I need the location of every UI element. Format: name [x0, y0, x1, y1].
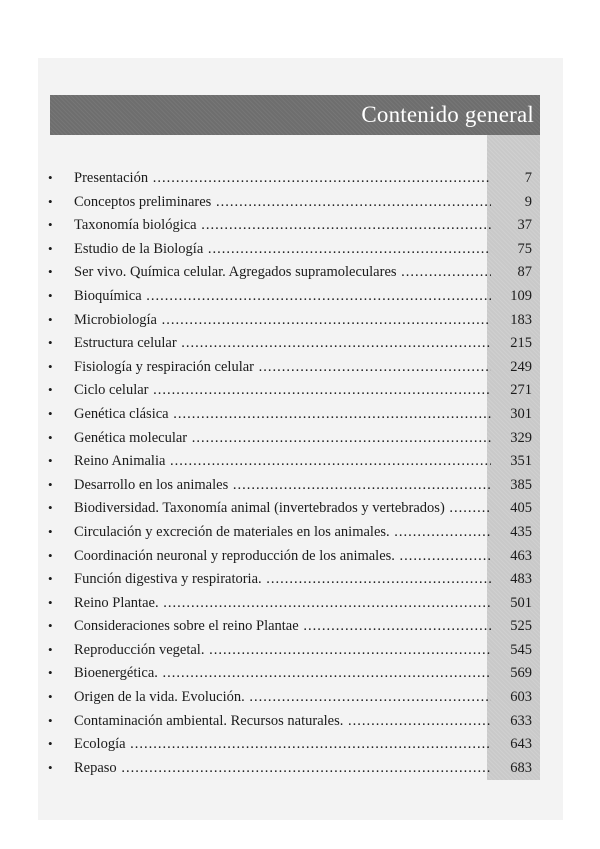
toc-entry-line [74, 285, 491, 307]
toc-page-number: 9 [524, 193, 532, 210]
toc-entry-line [74, 686, 491, 708]
bullet-icon: • [48, 170, 53, 185]
toc-entry-line [74, 238, 491, 260]
toc-page-number: 271 [510, 382, 532, 399]
bullet-icon: • [48, 240, 53, 256]
toc-entry-line [74, 191, 491, 213]
toc-entry-title: Origen de la vida. Evolución. ..... [74, 689, 491, 705]
toc-page-number: 633 [510, 712, 532, 729]
toc-entry-title: Bioquímica ..... [74, 288, 491, 304]
toc-entry[interactable] [48, 756, 538, 780]
toc-entry-line [74, 639, 491, 661]
toc-entry-title: Conceptos preliminares ..... [74, 194, 491, 210]
toc-entry-title: Genética clásica ..... [74, 406, 491, 422]
toc-entry-line [74, 662, 491, 684]
toc-entry-title: Bioenergética. ..... [74, 665, 491, 681]
bullet-icon: • [48, 547, 53, 563]
toc-entry-line [74, 214, 491, 236]
toc-page-number: 501 [510, 594, 532, 611]
toc-entry[interactable] [48, 308, 538, 332]
bullet-icon: • [48, 712, 53, 728]
toc-page-number: 569 [510, 665, 532, 682]
bullet-icon: • [48, 405, 53, 421]
toc-entry-line [74, 615, 491, 637]
toc-entry[interactable] [48, 709, 538, 733]
toc-entry-line [74, 356, 491, 378]
bullet-icon: • [48, 429, 53, 445]
toc-entry-title: Presentación ..... [74, 170, 491, 186]
bullet-icon: • [48, 618, 53, 634]
bullet-icon: • [48, 264, 53, 280]
toc-entry[interactable] [48, 473, 538, 497]
toc-entry[interactable] [48, 213, 538, 237]
toc-entry-line [74, 309, 491, 331]
bullet-icon: • [48, 500, 53, 516]
toc-page-number: 435 [510, 523, 532, 540]
bullet-icon: • [48, 287, 53, 303]
bullet-icon: • [48, 571, 53, 587]
toc-entry-title: Ser vivo. Química celular. Agregados supramoleculares ..... [74, 264, 491, 280]
bullet-icon: • [48, 382, 53, 398]
toc-entry[interactable] [48, 591, 538, 615]
bullet-icon: • [48, 217, 53, 233]
bullet-icon: • [48, 476, 53, 492]
bullet-icon: • [48, 311, 53, 327]
toc-entry[interactable] [48, 449, 538, 473]
toc-page-number: 643 [510, 736, 532, 753]
bullet-icon: • [48, 193, 53, 209]
toc-entry[interactable] [48, 260, 538, 284]
bullet-icon: • [48, 641, 53, 657]
toc-entry[interactable] [48, 426, 538, 450]
table-of-contents [48, 166, 538, 779]
bullet-icon: • [48, 689, 53, 705]
toc-entry[interactable] [48, 190, 538, 214]
toc-entry[interactable] [48, 496, 538, 520]
toc-entry-line [74, 757, 491, 779]
toc-entry-title: Reproducción vegetal. ..... [74, 642, 491, 658]
toc-entry-title: Biodiversidad. Taxonomía animal (invertebrados y vertebrados) ..... [74, 500, 491, 516]
bullet-icon: • [48, 665, 53, 681]
toc-entry[interactable] [48, 237, 538, 261]
toc-entry-line [74, 167, 491, 189]
toc-entry-title: Fisiología y respiración celular ..... [74, 359, 491, 375]
toc-entry-title: Ciclo celular ..... [74, 382, 491, 398]
toc-page-number: 7 [524, 170, 532, 186]
toc-page-number: 525 [510, 618, 532, 635]
toc-entry[interactable] [48, 355, 538, 379]
toc-entry-title: Consideraciones sobre el reino Plantae ..... [74, 618, 491, 634]
toc-page-number: 683 [510, 759, 532, 776]
toc-page-number: 249 [510, 358, 532, 375]
toc-page-number: 37 [517, 217, 532, 234]
toc-entry-title: Estudio de la Biología ..... [74, 241, 491, 257]
header-bar [50, 95, 540, 135]
toc-entry-line [74, 710, 491, 732]
toc-page-number: 385 [510, 476, 532, 493]
toc-entry[interactable] [48, 638, 538, 662]
bullet-icon: • [48, 736, 53, 752]
toc-entry-line [74, 521, 491, 543]
toc-entry-title: Reino Animalia ..... [74, 453, 491, 469]
bullet-icon: • [48, 759, 53, 775]
toc-page-number: 329 [510, 429, 532, 446]
toc-entry[interactable] [48, 614, 538, 638]
toc-entry[interactable] [48, 661, 538, 685]
toc-entry-line [74, 403, 491, 425]
toc-entry[interactable] [48, 402, 538, 426]
toc-entry[interactable] [48, 685, 538, 709]
toc-page-number: 405 [510, 500, 532, 517]
toc-entry-line [74, 427, 491, 449]
toc-entry[interactable] [48, 331, 538, 355]
bullet-icon: • [48, 453, 53, 469]
toc-entry[interactable] [48, 284, 538, 308]
bullet-icon: • [48, 335, 53, 351]
toc-entry-title: Circulación y excreción de materiales en los animales. ..... [74, 524, 491, 540]
toc-entry[interactable] [48, 520, 538, 544]
toc-entry-line [74, 379, 491, 401]
toc-entry-title: Repaso ..... [74, 760, 491, 776]
toc-entry-line [74, 450, 491, 472]
toc-entry[interactable] [48, 378, 538, 402]
toc-entry-line [74, 474, 491, 496]
toc-entry-line [74, 568, 491, 590]
bullet-icon: • [48, 523, 53, 539]
toc-page-number: 87 [517, 264, 532, 281]
toc-entry-line [74, 261, 491, 283]
toc-entry-line [74, 733, 491, 755]
toc-page-number: 351 [510, 453, 532, 470]
toc-page-number: 603 [510, 689, 532, 706]
toc-entry-title: Contaminación ambiental. Recursos naturales. ..... [74, 713, 491, 729]
toc-entry-title: Microbiología ..... [74, 312, 491, 328]
toc-entry-line [74, 497, 491, 519]
toc-entry-title: Coordinación neuronal y reproducción de los animales. ..... [74, 548, 491, 564]
toc-entry-title: Reino Plantae. ..... [74, 595, 491, 611]
toc-entry[interactable] [48, 544, 538, 568]
toc-entry-line [74, 592, 491, 614]
toc-entry[interactable] [48, 166, 538, 190]
toc-page-number: 463 [510, 547, 532, 564]
toc-entry-line [74, 332, 491, 354]
page-title: Contenido general [361, 102, 534, 127]
toc-entry-title: Genética molecular ..... [74, 430, 491, 446]
toc-entry-title: Desarrollo en los animales ..... [74, 477, 491, 493]
toc-page-number: 483 [510, 571, 532, 588]
bullet-icon: • [48, 358, 53, 374]
toc-entry-title: Función digestiva y respiratoria. ..... [74, 571, 491, 587]
bullet-icon: • [48, 594, 53, 610]
toc-entry[interactable] [48, 732, 538, 756]
toc-page-number: 301 [510, 405, 532, 422]
toc-entry[interactable] [48, 567, 538, 591]
toc-entry-title: Estructura celular ..... [74, 335, 491, 351]
toc-page-number: 215 [510, 335, 532, 352]
toc-entry-title: Ecología ..... [74, 736, 491, 752]
toc-entry-line [74, 545, 491, 567]
toc-page-number: 545 [510, 641, 532, 658]
toc-page-number: 75 [517, 240, 532, 257]
toc-page-number: 109 [510, 287, 532, 304]
toc-page-number: 183 [510, 311, 532, 328]
toc-entry-title: Taxonomía biológica ..... [74, 217, 491, 233]
